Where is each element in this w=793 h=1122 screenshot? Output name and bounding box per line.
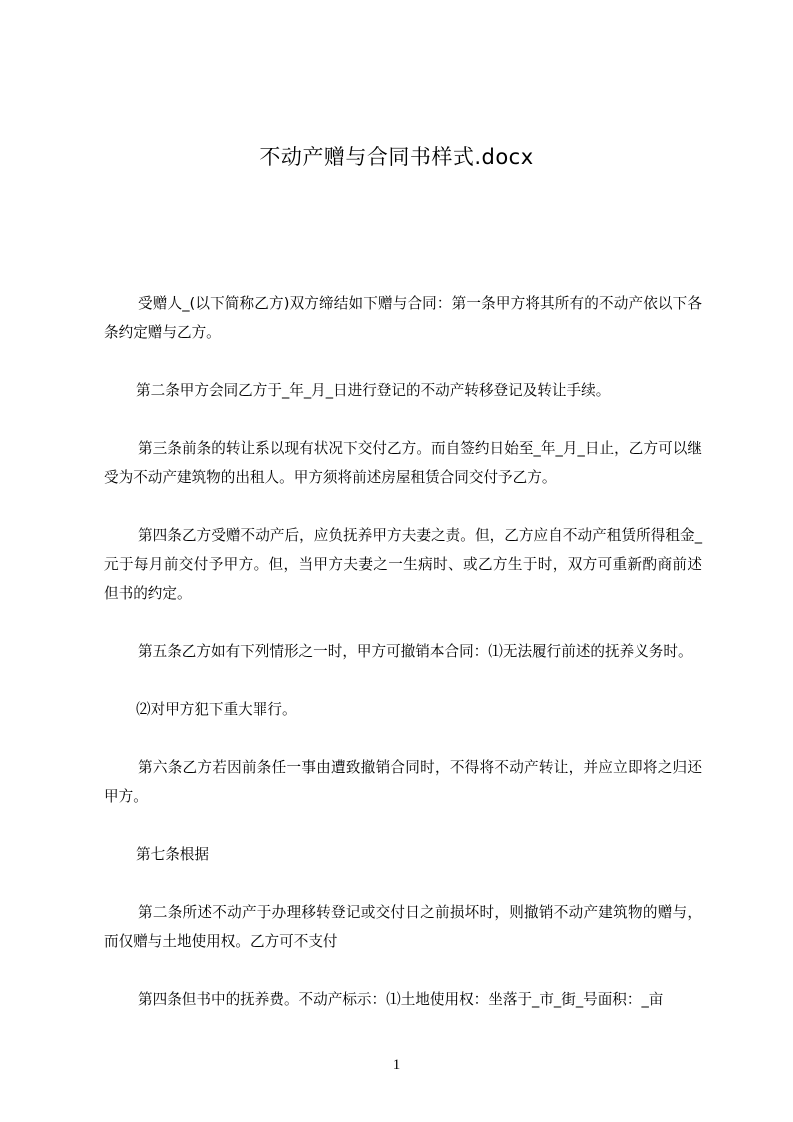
paragraph-5: 第五条乙方如有下列情形之一时，甲方可撤销本合同：⑴无法履行前述的抚养义务时。 <box>138 643 693 660</box>
document-title: 不动产赠与合同书样式.docx <box>259 145 534 169</box>
page-number: 1 <box>392 1057 401 1073</box>
document-body <box>104 289 702 1043</box>
paragraph-2: 第二条甲方会同乙方于_年_月_日进行登记的不动产转移登记及转让手续。 <box>136 382 611 399</box>
paragraph-6: ⑵对甲方犯下重大罪行。 <box>136 701 297 718</box>
paragraph-9: 第二条所述不动产于办理移转登记或交付日之前损坏时，则撤销不动产建筑物的赠与，而仅赠与土地使用权。乙方可不支付 <box>104 904 702 950</box>
paragraph-1: 受赠人_(以下简称乙方)双方缔结如下赠与合同：第一条甲方将其所有的不动产依以下各条约定赠与乙方。 <box>104 295 702 341</box>
paragraph-4: 第四条乙方受赠不动产后，应负抚养甲方夫妻之责。但，乙方应自不动产租赁所得租金_元于每月前交付予甲方。但，当甲方夫妻之一生病时、或乙方生于时，双方可重新酌商前述但书的约定。 <box>104 527 702 602</box>
paragraph-3: 第三条前条的转让系以现有状况下交付乙方。而自签约日始至_年_月_日止，乙方可以继受为不动产建筑物的出租人。甲方须将前述房屋租赁合同交付予乙方。 <box>104 440 702 486</box>
paragraph-7: 第六条乙方若因前条任一事由遭致撤销合同时，不得将不动产转让，并应立即将之归还甲方。 <box>104 759 702 805</box>
paragraph-10: 第四条但书中的抚养费。不动产标示：⑴土地使用权：坐落于_市_街_号面积：_亩 <box>138 991 664 1008</box>
paragraph-8: 第七条根据 <box>136 846 209 863</box>
